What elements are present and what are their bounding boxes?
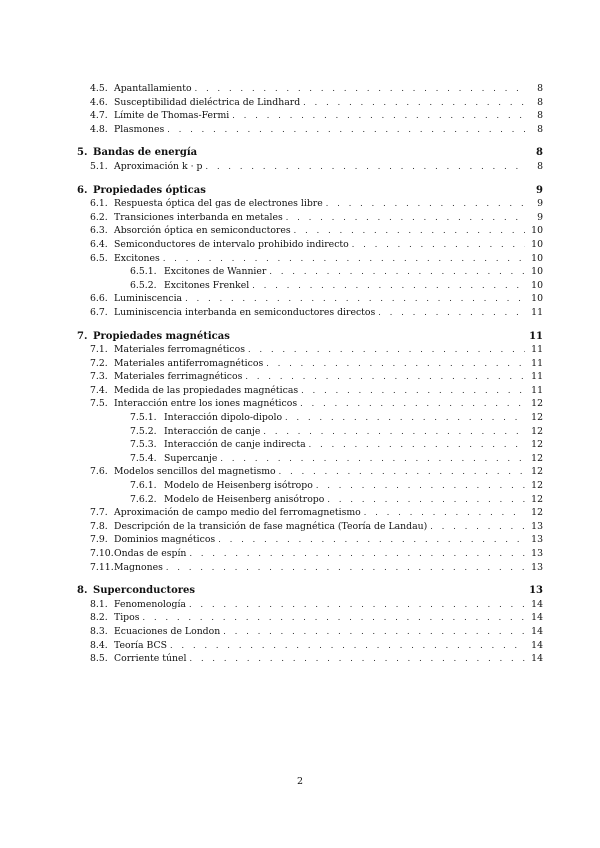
toc-title: Supercanje (164, 452, 220, 466)
toc-number: 6.7. (90, 306, 108, 318)
toc-title: Propiedades ópticas (93, 184, 525, 198)
toc-number: 4.6. (90, 96, 108, 108)
toc-dot-leader (223, 625, 525, 639)
toc-dot-leader (285, 411, 525, 425)
toc-section (77, 306, 543, 320)
toc-section (77, 197, 543, 211)
toc-title: Magnones (114, 561, 166, 575)
toc-dot-leader (326, 197, 525, 211)
toc-section (77, 465, 543, 479)
toc-dot-leader (430, 520, 525, 534)
toc-title: Medida de las propiedades magnéticas (114, 384, 301, 398)
toc-title: Aproximación de campo medio del ferromagnetismo (114, 506, 364, 520)
toc-section (77, 343, 543, 357)
toc-number: 8.4. (90, 639, 108, 651)
toc-number: 5. (77, 147, 88, 159)
toc-title: Respuesta óptica del gas de electrones libre (114, 197, 326, 211)
toc-title: Propiedades magnéticas (93, 330, 525, 344)
toc-page-number: 11 (531, 306, 543, 318)
toc-title: Plasmones (114, 123, 167, 137)
toc-page-number: 8 (537, 160, 543, 172)
toc-number: 4.7. (90, 110, 108, 122)
toc-number: 7.9. (90, 534, 108, 546)
toc-dot-leader (327, 493, 525, 507)
toc-title: Luminiscencia interbanda en semiconductores directos (114, 306, 378, 320)
toc-page-number: 13 (531, 534, 543, 546)
toc-page-number: 8 (536, 147, 543, 159)
toc-section (77, 506, 543, 520)
toc-title: Interacción dipolo-dipolo (164, 411, 285, 425)
toc-title: Semiconductores de intervalo prohibido indirecto (114, 238, 352, 252)
toc-page-number: 14 (531, 598, 543, 610)
toc-title: Bandas de energía (93, 146, 525, 160)
toc-page-number: 10 (531, 293, 543, 305)
toc-number: 7.6.1. (130, 480, 157, 492)
toc-number: 6. (77, 184, 88, 196)
toc-number: 7.8. (90, 520, 108, 532)
toc-page-number: 13 (531, 548, 543, 559)
toc-page-number: 12 (531, 412, 543, 424)
toc-number: 7.4. (90, 384, 108, 396)
toc-dot-leader (364, 506, 525, 520)
toc-number: 6.3. (90, 225, 108, 237)
toc-title: Modelos sencillos del magnetismo (114, 465, 279, 479)
toc-title: Interacción de canje indirecta (164, 438, 309, 452)
toc-title: Luminiscencia (114, 292, 185, 306)
toc-number: 7.5.3. (130, 439, 157, 451)
toc-section (77, 652, 543, 666)
toc-subsection (77, 265, 543, 279)
toc-dot-leader (185, 292, 525, 306)
toc-dot-leader (218, 533, 525, 547)
toc-number: 4.5. (90, 83, 108, 94)
toc-page-number: 9 (537, 198, 543, 210)
toc-dot-leader (263, 425, 525, 439)
toc-number: 8.3. (90, 625, 108, 637)
toc-page-number: 14 (531, 653, 543, 665)
toc-page-number: 10 (531, 266, 543, 278)
toc-title: Apantallamiento (114, 82, 195, 96)
toc-number: 7.6.2. (130, 493, 157, 505)
toc-dot-leader (303, 96, 525, 110)
toc-dot-leader (294, 224, 525, 238)
toc-page-number: 12 (531, 507, 543, 519)
toc-number: 8. (77, 585, 88, 597)
toc-subsection (77, 438, 543, 452)
toc-number: 7.11. (90, 561, 114, 573)
toc-page-number: 13 (529, 585, 543, 597)
toc-title: Descripción de la transición de fase magnética (Teoría de Landau) (114, 520, 430, 534)
table-of-contents (77, 82, 543, 666)
toc-chapter (77, 184, 543, 198)
toc-dot-leader (245, 370, 525, 384)
toc-title: Superconductores (93, 584, 525, 598)
toc-section (77, 109, 543, 123)
toc-page-number: 9 (537, 211, 543, 223)
toc-title: Susceptibilidad dieléctrica de Lindhard (114, 96, 303, 110)
toc-dot-leader (378, 306, 525, 320)
toc-subsection (77, 493, 543, 507)
toc-number: 7.5.2. (130, 425, 157, 437)
toc-section (77, 292, 543, 306)
toc-page-number: 12 (531, 493, 543, 505)
toc-title: Excitones Frenkel (164, 279, 252, 293)
toc-number: 5.1. (90, 160, 108, 172)
toc-section (77, 96, 543, 110)
toc-number: 7.3. (90, 371, 108, 383)
toc-number: 7.5.1. (130, 412, 157, 424)
toc-title: Dominios magnéticos (114, 533, 218, 547)
toc-dot-leader (195, 82, 525, 96)
toc-number: 7.5.4. (130, 452, 157, 464)
toc-title: Materiales ferrimagnéticos (114, 370, 245, 384)
toc-dot-leader (189, 547, 525, 561)
toc-page-number: 14 (531, 639, 543, 651)
page-number: 2 (296, 776, 304, 787)
toc-page-number: 12 (531, 398, 543, 410)
toc-page-number: 10 (531, 225, 543, 237)
toc-section (77, 547, 543, 561)
toc-page-number: 11 (531, 384, 543, 396)
toc-dot-leader (300, 397, 525, 411)
toc-page-number: 10 (531, 252, 543, 264)
toc-dot-leader (232, 109, 525, 123)
toc-page-number: 13 (531, 561, 543, 573)
toc-number: 7.1. (90, 344, 108, 356)
toc-number: 6.5.1. (130, 266, 157, 278)
toc-dot-leader (252, 279, 525, 293)
toc-section (77, 639, 543, 653)
toc-dot-leader (163, 252, 525, 266)
toc-section (77, 561, 543, 575)
toc-dot-leader (352, 238, 525, 252)
toc-chapter (77, 584, 543, 598)
toc-number: 7.2. (90, 357, 108, 369)
toc-page-number: 8 (537, 96, 543, 108)
toc-title: Materiales antiferromagnéticos (114, 357, 266, 371)
toc-number: 7. (77, 330, 88, 342)
toc-page-number: 12 (531, 466, 543, 478)
toc-page-number: 10 (531, 238, 543, 250)
toc-title: Límite de Thomas-Fermi (114, 109, 232, 123)
toc-number: 6.1. (90, 198, 108, 210)
toc-title: Corriente túnel (114, 652, 189, 666)
toc-section (77, 520, 543, 534)
toc-dot-leader (166, 561, 525, 575)
toc-title: Excitones (114, 252, 163, 266)
toc-page-number: 8 (537, 83, 543, 94)
toc-page-number: 11 (529, 330, 543, 342)
toc-section (77, 598, 543, 612)
toc-dot-leader (301, 384, 525, 398)
toc-number: 7.7. (90, 507, 108, 519)
toc-subsection (77, 425, 543, 439)
toc-section (77, 533, 543, 547)
toc-page-number: 10 (531, 279, 543, 291)
toc-page-number: 8 (537, 110, 543, 122)
toc-subsection (77, 452, 543, 466)
toc-title: Ecuaciones de London (114, 625, 223, 639)
toc-subsection (77, 479, 543, 493)
toc-title: Ondas de espín (114, 547, 189, 561)
toc-title: Interacción de canje (164, 425, 263, 439)
toc-dot-leader (309, 438, 525, 452)
toc-title: Transiciones interbanda en metales (114, 211, 286, 225)
toc-section (77, 357, 543, 371)
toc-dot-leader (279, 465, 525, 479)
toc-section (77, 123, 543, 137)
toc-page-number: 9 (536, 184, 543, 196)
toc-title: Aproximación k · p (114, 160, 205, 174)
toc-number: 6.6. (90, 293, 108, 305)
toc-subsection (77, 411, 543, 425)
toc-number: 6.5. (90, 252, 108, 264)
toc-subsection (77, 279, 543, 293)
toc-section (77, 370, 543, 384)
toc-page-number: 12 (531, 480, 543, 492)
toc-section (77, 224, 543, 238)
toc-dot-leader (143, 611, 526, 625)
toc-dot-leader (205, 160, 525, 174)
toc-section (77, 611, 543, 625)
toc-title: Absorción óptica en semiconductores (114, 224, 294, 238)
toc-number: 4.8. (90, 123, 108, 135)
toc-title: Tipos (114, 611, 143, 625)
toc-page-number: 14 (531, 625, 543, 637)
toc-dot-leader (220, 452, 525, 466)
toc-number: 6.5.2. (130, 279, 157, 291)
toc-dot-leader (167, 123, 525, 137)
toc-page-number: 12 (531, 452, 543, 464)
toc-title: Teoría BCS (114, 639, 170, 653)
toc-page-number: 11 (531, 357, 543, 369)
toc-dot-leader (286, 211, 525, 225)
toc-number: 8.2. (90, 612, 108, 624)
toc-dot-leader (269, 265, 525, 279)
toc-title: Interacción entre los iones magnéticos (114, 397, 300, 411)
toc-page-number: 13 (531, 520, 543, 532)
toc-section (77, 211, 543, 225)
toc-section (77, 252, 543, 266)
toc-page-number: 14 (531, 612, 543, 624)
toc-section (77, 397, 543, 411)
toc-dot-leader (266, 357, 525, 371)
toc-title: Excitones de Wannier (164, 265, 269, 279)
toc-dot-leader (248, 343, 525, 357)
toc-chapter (77, 146, 543, 160)
toc-dot-leader (189, 598, 525, 612)
toc-page-number: 11 (531, 371, 543, 383)
toc-dot-leader (170, 639, 525, 653)
toc-number: 6.4. (90, 238, 108, 250)
toc-title: Modelo de Heisenberg anisótropo (164, 493, 327, 507)
toc-page-number: 12 (531, 439, 543, 451)
toc-title: Materiales ferromagnéticos (114, 343, 248, 357)
toc-title: Modelo de Heisenberg isótropo (164, 479, 316, 493)
toc-number: 7.10. (90, 548, 114, 559)
toc-section (77, 160, 543, 174)
toc-number: 8.5. (90, 653, 108, 665)
toc-section (77, 384, 543, 398)
toc-dot-leader (316, 479, 525, 493)
toc-number: 7.5. (90, 398, 108, 410)
toc-number: 6.2. (90, 211, 108, 223)
toc-number: 7.6. (90, 466, 108, 478)
toc-page-number: 12 (531, 425, 543, 437)
toc-section (77, 82, 543, 96)
toc-section (77, 238, 543, 252)
toc-title: Fenomenología (114, 598, 189, 612)
toc-page-number: 11 (531, 344, 543, 356)
toc-page-number: 8 (537, 123, 543, 135)
toc-section (77, 625, 543, 639)
toc-chapter (77, 330, 543, 344)
toc-number: 8.1. (90, 598, 108, 610)
toc-dot-leader (189, 652, 525, 666)
